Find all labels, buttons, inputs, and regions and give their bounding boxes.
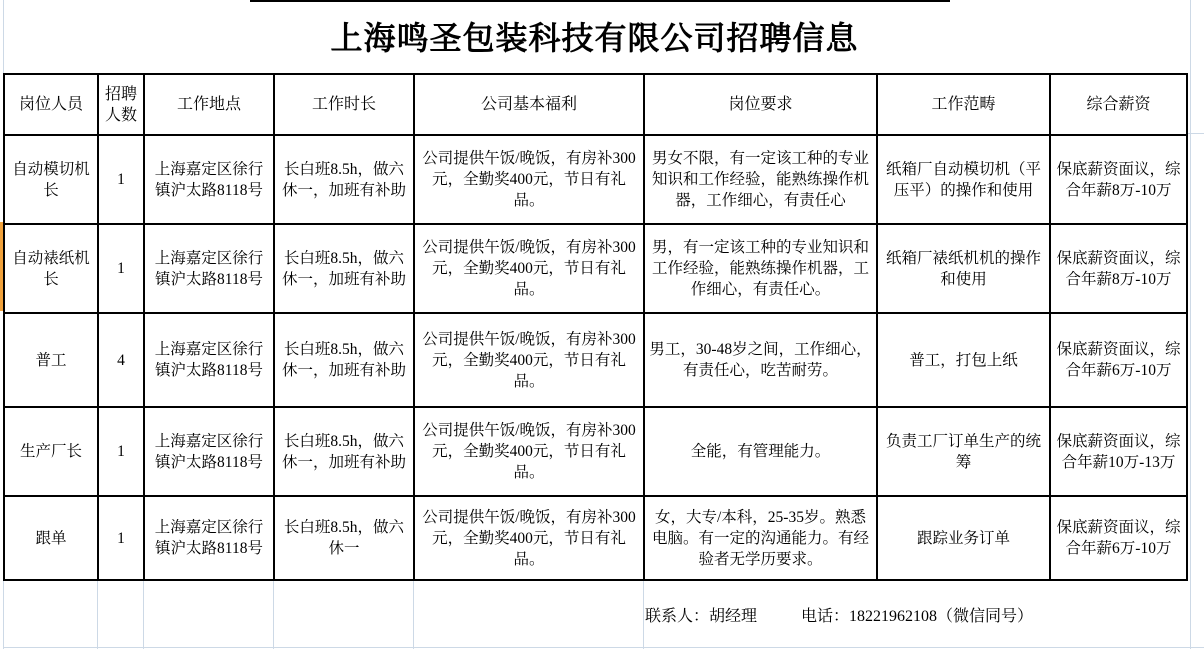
contact-phone: 电话：18221962108（微信同号）: [801, 608, 1034, 625]
header-requirements: 岗位要求: [644, 74, 877, 135]
cell-hours: 长白班8.5h，做六休一: [274, 496, 414, 580]
cell-position: 自动裱纸机长: [4, 224, 98, 313]
cell-scope: 跟踪业务订单: [877, 496, 1050, 580]
header-salary: 综合薪资: [1050, 74, 1187, 135]
cell-salary: 保底薪资面议，综合年薪6万-10万: [1050, 313, 1187, 407]
cell-benefits: 公司提供午饭/晚饭，有房补300元，全勤奖400元，节日有礼品。: [414, 135, 644, 224]
header-benefits: 公司基本福利: [414, 74, 644, 135]
gridline-below-col2: [143, 578, 144, 649]
cell-hours: 长白班8.5h，做六休一，加班有补助: [274, 224, 414, 313]
cell-salary: 保底薪资面议，综合年薪6万-10万: [1050, 496, 1187, 580]
cell-headcount: 1: [98, 224, 144, 313]
table-row: [4, 135, 1187, 224]
gridline-below-col1: [97, 578, 98, 649]
table-row: [4, 496, 1187, 580]
cell-location: 上海嘉定区徐行镇沪太路8118号: [144, 224, 274, 313]
header-hours: 工作时长: [274, 74, 414, 135]
cell-scope: 负责工厂订单生产的统筹: [877, 407, 1050, 496]
cell-position: 普工: [4, 313, 98, 407]
cell-requirements: 男女不限，有一定该工种的专业知识和工作经验，能熟练操作机器，工作细心，有责任心: [644, 135, 877, 224]
top-border-line: [250, 0, 950, 2]
cell-benefits: 公司提供午饭/晚饭，有房补300元，全勤奖400元，节日有礼品。: [414, 407, 644, 496]
cell-position: 跟单: [4, 496, 98, 580]
table-row: [4, 407, 1187, 496]
gridline-right-edge: [1190, 0, 1191, 649]
cell-hours: 长白班8.5h，做六休一，加班有补助: [274, 407, 414, 496]
cell-salary: 保底薪资面议，综合年薪10万-13万: [1050, 407, 1187, 496]
page-title: 上海鸣圣包装科技有限公司招聘信息: [330, 20, 859, 56]
gridline-right-row: [1186, 133, 1204, 134]
cell-location: 上海嘉定区徐行镇沪太路8118号: [144, 135, 274, 224]
table-row: [4, 224, 1187, 313]
gridline-bottom-row: [3, 647, 1204, 648]
cell-requirements: 男，有一定该工种的专业知识和工作经验，能熟练操作机器，工作细心，有责任心。: [644, 224, 877, 313]
cell-requirements: 全能，有管理能力。: [644, 407, 877, 496]
cell-hours: 长白班8.5h，做六休一，加班有补助: [274, 135, 414, 224]
cell-requirements: 女，大专/本科，25-35岁。熟悉电脑。有一定的沟通能力。有经验者无学历要求。: [644, 496, 877, 580]
cell-requirements: 男工，30-48岁之间，工作细心，有责任心，吃苦耐劳。: [644, 313, 877, 407]
gridline-below-col3: [273, 578, 274, 649]
gridline-below-col4: [413, 578, 414, 649]
table-header-row: [4, 74, 1187, 135]
header-position: 岗位人员: [4, 74, 98, 135]
cell-location: 上海嘉定区徐行镇沪太路8118号: [144, 313, 274, 407]
header-headcount: 招聘人数: [98, 74, 144, 135]
cell-location: 上海嘉定区徐行镇沪太路8118号: [144, 407, 274, 496]
table-row: [4, 313, 1187, 407]
cell-scope: 纸箱厂自动模切机（平压平）的操作和使用: [877, 135, 1050, 224]
cell-salary: 保底薪资面议，综合年薪8万-10万: [1050, 224, 1187, 313]
contact-person: 联系人：胡经理: [645, 608, 758, 625]
cell-scope: 纸箱厂裱纸机机的操作和使用: [877, 224, 1050, 313]
cell-salary: 保底薪资面议，综合年薪8万-10万: [1050, 135, 1187, 224]
gridline-below-col5: [643, 578, 644, 649]
cell-headcount: 1: [98, 135, 144, 224]
cell-benefits: 公司提供午饭/晚饭，有房补300元，全勤奖400元，节日有礼品。: [414, 313, 644, 407]
cell-hours: 长白班8.5h，做六休一，加班有补助: [274, 313, 414, 407]
cell-position: 生产厂长: [4, 407, 98, 496]
job-table: [3, 73, 1188, 581]
cell-headcount: 4: [98, 313, 144, 407]
footer-contact: [645, 606, 1033, 628]
cell-headcount: 1: [98, 496, 144, 580]
header-location: 工作地点: [144, 74, 274, 135]
cell-scope: 普工，打包上纸: [877, 313, 1050, 407]
cell-position: 自动模切机长: [4, 135, 98, 224]
cell-location: 上海嘉定区徐行镇沪太路8118号: [144, 496, 274, 580]
cell-benefits: 公司提供午饭/晚饭，有房补300元，全勤奖400元，节日有礼品。: [414, 496, 644, 580]
cell-headcount: 1: [98, 407, 144, 496]
cell-benefits: 公司提供午饭/晚饭，有房补300元，全勤奖400元，节日有礼品。: [414, 224, 644, 313]
header-scope: 工作范畴: [877, 74, 1050, 135]
